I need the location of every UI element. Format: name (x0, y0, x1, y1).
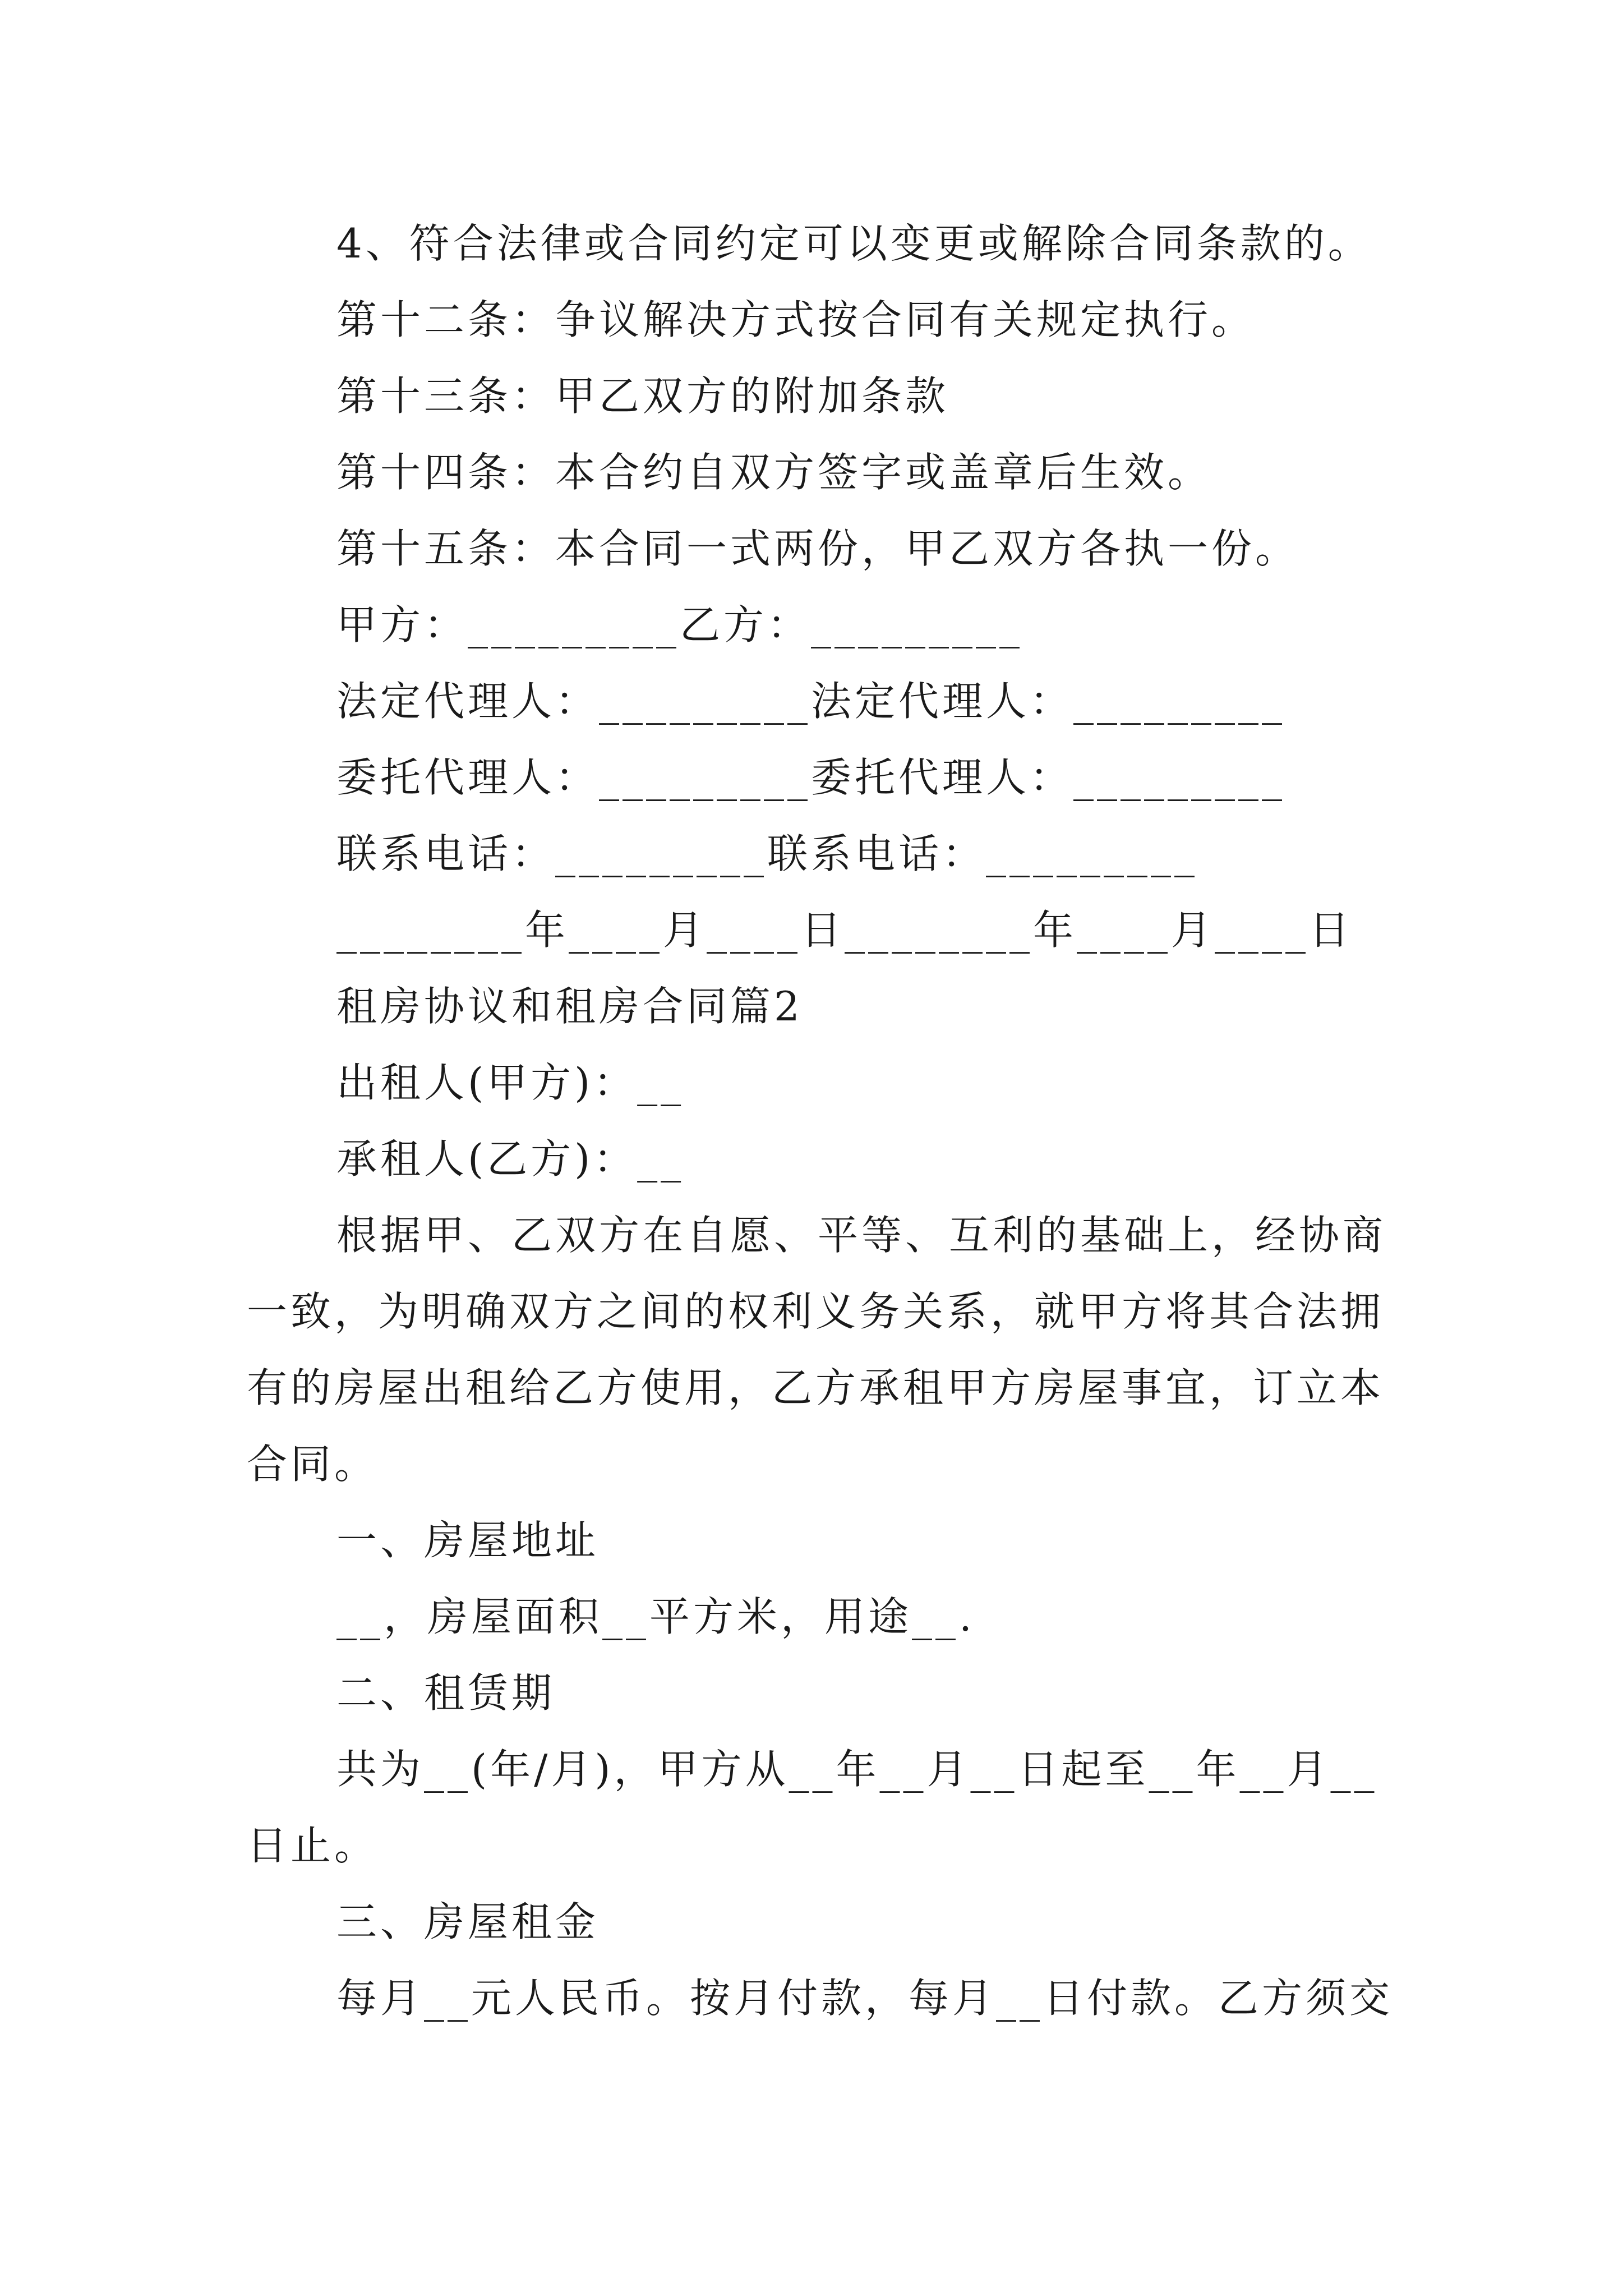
paragraph-line: 有的房屋出租给乙方使用，乙方承租甲方房屋事宜，订立本 (247, 1364, 1385, 1411)
signature-line: 联系电话：_________联系电话：_________ (336, 830, 1198, 877)
clause-line: 第十二条：争议解决方式按合同有关规定执行。 (336, 296, 1256, 343)
paragraph-line: __，房屋面积__平方米，用途__. (336, 1593, 975, 1640)
date-line: ________年____月____日________年____月____日 (336, 907, 1353, 954)
party-line: 出租人(甲方)：__ (336, 1059, 685, 1106)
signature-line: 法定代理人：_________法定代理人：_________ (336, 678, 1286, 725)
paragraph-line: 共为__(年/月)，甲方从__年__月__日起至__年__月__ (336, 1746, 1378, 1793)
section-title: 租房协议和租房合同篇2 (336, 983, 803, 1030)
paragraph-line: 日止。 (247, 1822, 379, 1869)
clause-line: 4、符合法律或合同约定可以变更或解除合同条款的。 (336, 220, 1372, 267)
signature-line: 委托代理人：_________委托代理人：_________ (336, 754, 1286, 801)
paragraph-line: 合同。 (247, 1441, 379, 1488)
party-line: 承租人(乙方)：__ (336, 1135, 685, 1182)
paragraph-line: 一致，为明确双方之间的权利义务关系，就甲方将其合法拥 (247, 1288, 1385, 1335)
clause-line: 第十三条：甲乙双方的附加条款 (336, 372, 949, 420)
paragraph-line: 每月__元人民币。按月付款，每月__日付款。乙方须交 (336, 1975, 1394, 2022)
paragraph-line: 根据甲、乙双方在自愿、平等、互利的基础上，经协商 (336, 1212, 1387, 1259)
clause-line: 第十四条：本合约自双方签字或盖章后生效。 (336, 449, 1212, 496)
heading-line: 一、房屋地址 (336, 1517, 600, 1564)
signature-line: 甲方：_________乙方：_________ (336, 601, 1023, 648)
heading-line: 二、租赁期 (336, 1669, 556, 1717)
clause-line: 第十五条：本合同一式两份，甲乙双方各执一份。 (336, 525, 1299, 572)
heading-line: 三、房屋租金 (336, 1898, 600, 1945)
